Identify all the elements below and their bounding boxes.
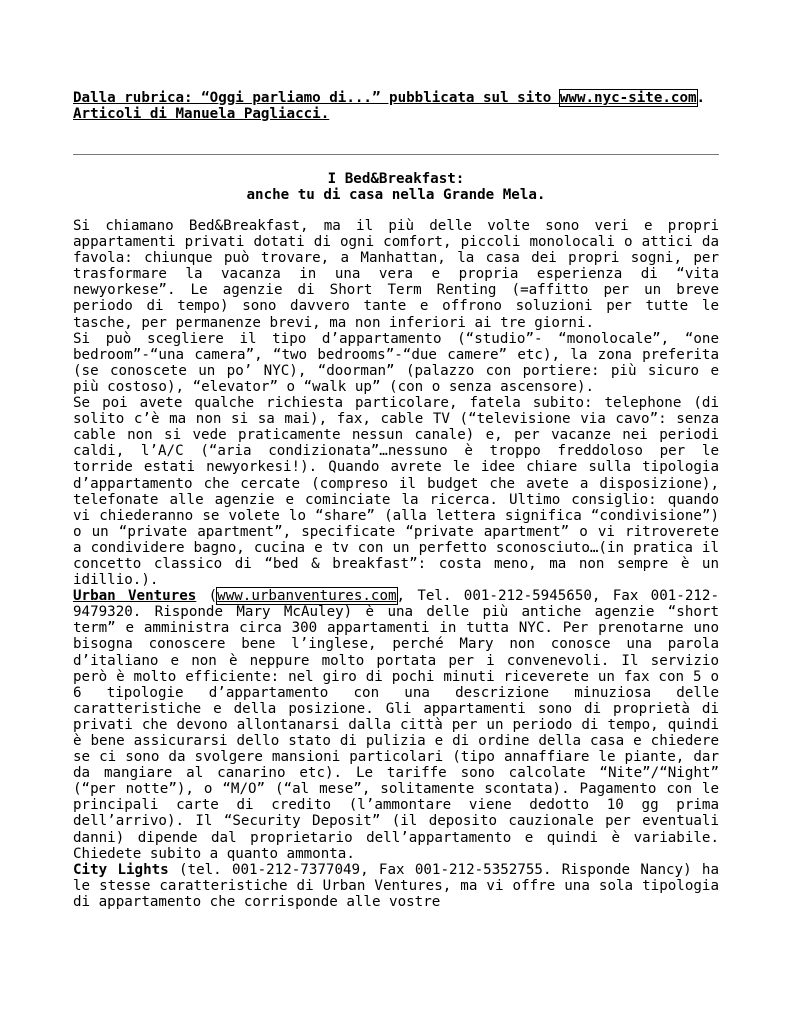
paragraph-city-lights [73,862,719,910]
title-line-1: I Bed&Breakfast: [327,171,465,187]
rubric-intro: Dalla rubrica: “Oggi parliamo di...” pubblicata sul sito [73,90,560,106]
paren-open: ( [196,588,218,605]
article-header [73,91,719,122]
title-line-2: anche tu di casa nella Grande Mela. [246,187,546,203]
urbanventures-link[interactable]: www.urbanventures.com [217,588,397,605]
urban-ventures-text: , Tel. 001-212-5945650, Fax 001-212-9479320. Risponde Mary McAuley) è una delle più antiche agenzie “short term” e amministra circa 300 appartamenti in tutta NYC. Per prenotarne uno bisogna conoscere bene l’inglese, perché Mary non conosce una parola d’italiano e non è neppure molto portata per i convenevoli. Il servizio però è molto efficiente: nel giro di pochi minuti riceverete un fax con 5 o 6 tipologie d’appartamento con una descrizione minuziosa delle caratteristiche e della posizione. Gli appartamenti sono di proprietà di privati che devono allontanarsi dalla città per un periodo di tempo, quindi è bene assicurarsi dello stato di pulizia e di ordine della casa e chiedere se ci sono da svolgere mansioni particolari (tipo annaffiare le piante, dar da mangiare al canarino etc). Le tariffe sono calcolate “Nite”/“Night” (“per notte”), o “M/O” (“al mese”, solitamente scontata). Pagamento con le principali carte di credito (l’ammontare viene dedotto 10 gg prima dell’arrivo). Il “Security Deposit” (il deposito cauzionale per eventuali danni) dipende dal proprietario dell’appartamento e quindi è variabile. Chiedete subito a quanto ammonta. [73,588,719,862]
rubric-intro-end: . [696,90,706,106]
agency-name-urban-ventures: Urban Ventures [73,588,197,605]
city-lights-text: (tel. 001-212-7377049, Fax 001-212-5352755. Risponde Nancy) ha le stesse caratteristiche di Urban Ventures, ma vi offre una sola tipologia di appartamento che corrisponde alle vostre [73,861,719,910]
paragraph-requests: Se poi avete qualche richiesta particolare, fatela subito: telephone (di solito c’è ma non si sa mai), fax, cable TV (“televisione via cavo”: senza cable non si vede praticamente nessun canale) e, per vacanze nei periodi caldi, l’A/C (“aria condizionata”…nessuno è troppo freddoloso per le torride estati newyorkesi!). Quando avrete le idee chiare sulla tipologia d’appartamento che cercate (compreso il budget che avete a disposizione), telefonate alle agenzie e cominciate la ricerca. Ultimo consiglio: quando vi chiederanno se volete lo “share” (alla lettera significa “condivisione”) o un “private apartment”, specificate “private apartment” o vi ritroverete a condividere bagno, cucina e tv con un perfetto sconosciuto…(in pratica il concetto classico di “bed & breakfast”: costa meno, ma non sempre è un idillio.). [73,395,719,589]
article-title [73,171,719,203]
article-body [73,218,719,910]
rubric-line [73,91,719,107]
site-link[interactable]: www.nyc-site.com [559,90,697,106]
paragraph-apartment-types: Si può scegliere il tipo d’appartamento (“studio”- “monolocale”, “one bedroom”-“una camera”, “two bedrooms”-“due camere” etc), la zona preferita (se conoscete un po’ NYC), “doorman” (palazzo con portiere: più sicuro e più costoso), “elevator” o “walk up” (con o senza ascensore). [73,330,719,395]
header-divider [73,154,719,155]
paragraph-urban-ventures [73,588,719,862]
paragraph-intro: Si chiamano Bed&Breakfast, ma il più delle volte sono veri e propri appartamenti privati dotati di ogni comfort, piccoli monolocali o attici da favola: chiunque può trovare, a Manhattan, la casa dei propri sogni, per trasformare la vacanza in una vera e propria esperienza di “vita newyorkese”. Le agenzie di Short Term Renting (=affitto per un breve periodo di tempo) sono davvero tante e offrono soluzioni per tutte le tasche, per permanenze brevi, ma non inferiori ai tre giorni. [73,218,719,331]
agency-name-city-lights: City Lights [73,861,169,878]
authors-line: Articoli di Manuela Pagliacci. [73,105,330,122]
